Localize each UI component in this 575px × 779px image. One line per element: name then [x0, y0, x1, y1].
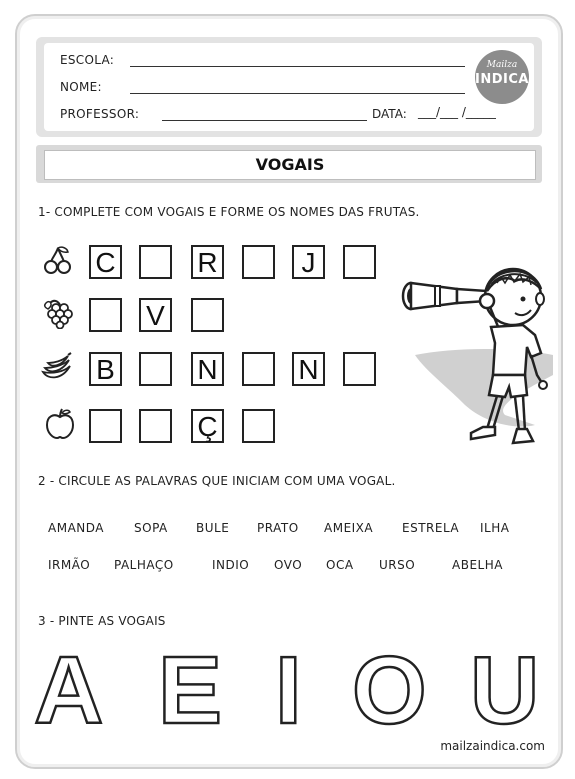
word-item[interactable]: AMANDA [48, 521, 104, 535]
letter-box[interactable]: B [89, 352, 122, 386]
letter-box[interactable] [139, 245, 172, 279]
date-field[interactable]: ___/___ /_____ [418, 105, 496, 119]
vowel-letter[interactable]: U [470, 645, 540, 730]
letter-box[interactable] [89, 409, 122, 443]
word-item[interactable]: OCA [326, 558, 354, 572]
word-item[interactable]: AMEIXA [324, 521, 374, 535]
logo-text: INDICA [475, 72, 529, 87]
data-label: DATA: [372, 107, 407, 121]
letter-box[interactable] [89, 298, 122, 332]
letter-box[interactable]: N [292, 352, 325, 386]
letter-box[interactable] [139, 352, 172, 386]
letter-box[interactable]: R [191, 245, 224, 279]
word-item[interactable]: BULE [196, 521, 230, 535]
vowel-letter[interactable]: A [34, 645, 104, 730]
grapes-icon [42, 297, 74, 329]
letter-box[interactable] [343, 245, 376, 279]
word-item[interactable]: PALHAÇO [114, 558, 174, 572]
letter-box[interactable] [242, 245, 275, 279]
professor-field[interactable] [162, 120, 367, 121]
brand-logo [475, 50, 529, 104]
escola-field[interactable] [130, 66, 465, 67]
word-item[interactable]: OVO [274, 558, 303, 572]
nome-field[interactable] [130, 93, 465, 94]
word-item[interactable]: ABELHA [452, 558, 503, 572]
word-item[interactable]: URSO [379, 558, 416, 572]
word-item[interactable]: PRATO [257, 521, 299, 535]
word-item[interactable]: IRMÃO [48, 558, 91, 572]
word-item[interactable]: SOPA [134, 521, 168, 535]
vowel-letter[interactable]: O [352, 645, 427, 730]
letter-box[interactable] [343, 352, 376, 386]
question-2-prompt: 2 - CIRCULE AS PALAVRAS QUE INICIAM COM UMA VOGAL. [38, 474, 396, 488]
letter-box[interactable] [242, 409, 275, 443]
letter-box[interactable]: J [292, 245, 325, 279]
page-title: VOGAIS [44, 150, 536, 180]
letter-box[interactable] [139, 409, 172, 443]
vowel-letter[interactable]: I [275, 645, 302, 730]
boy-with-telescope-illustration [395, 255, 555, 455]
question-1-prompt: 1- COMPLETE COM VOGAIS E FORME OS NOMES DAS FRUTAS. [38, 205, 420, 219]
cherry-icon [42, 244, 74, 276]
banana-icon [40, 352, 72, 384]
letter-box[interactable]: Ç [191, 409, 224, 443]
word-item[interactable]: ILHA [480, 521, 510, 535]
letter-box[interactable] [242, 352, 275, 386]
letter-box[interactable]: C [89, 245, 122, 279]
word-item[interactable]: INDIO [212, 558, 250, 572]
letter-box[interactable] [191, 298, 224, 332]
logo-script: Mailza [486, 60, 518, 70]
question-3-prompt: 3 - PINTE AS VOGAIS [38, 614, 166, 628]
footer-url: mailzaindica.com [440, 739, 545, 753]
letter-box[interactable]: V [139, 298, 172, 332]
vowel-letter[interactable]: E [158, 645, 223, 730]
apple-icon [44, 408, 76, 440]
outline-vowels [30, 645, 545, 730]
letter-box[interactable]: N [191, 352, 224, 386]
word-item[interactable]: ESTRELA [402, 521, 460, 535]
